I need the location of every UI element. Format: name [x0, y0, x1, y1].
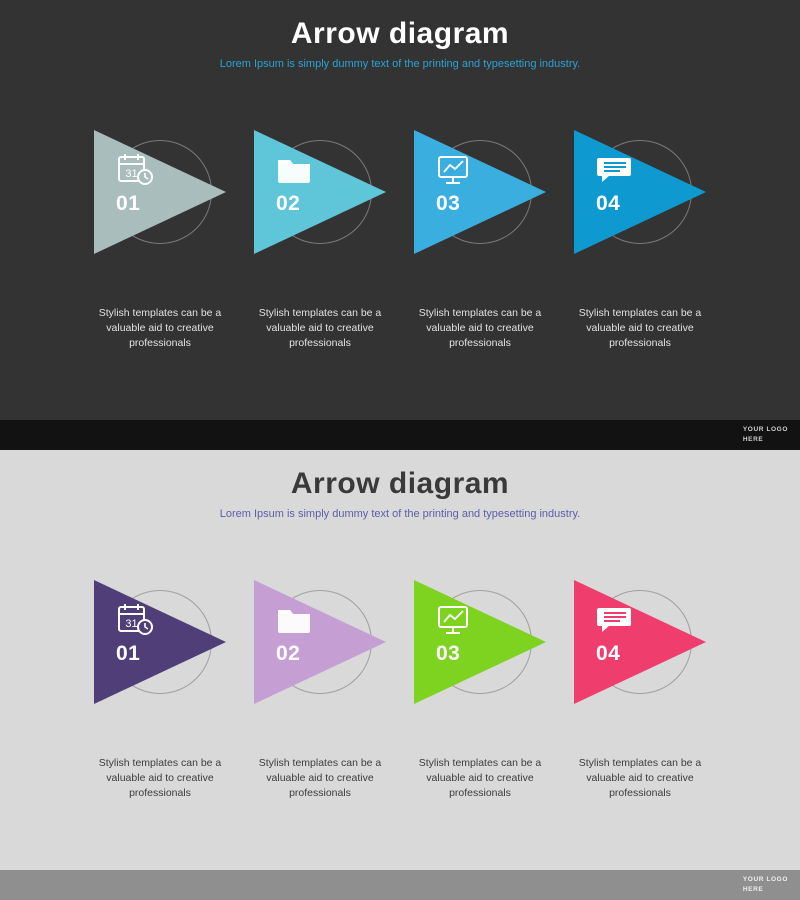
step-number: 03: [436, 642, 461, 665]
arrow-graphic: [400, 580, 560, 740]
step-number: 03: [436, 192, 461, 215]
page-subtitle: Lorem Ipsum is simply dummy text of the printing and typesetting industry.: [219, 508, 581, 520]
arrow-graphic: [560, 580, 720, 740]
page-title: Arrow diagram: [290, 17, 510, 50]
arrow-item-list: [0, 580, 800, 802]
arrow-graphic: [80, 130, 240, 290]
arrow-graphic: [240, 580, 400, 740]
logo-placeholder: [743, 875, 788, 895]
calendar-clock-icon: [116, 152, 156, 188]
arrow-item[interactable]: [400, 580, 560, 802]
arrow-item-list: [0, 130, 800, 352]
arrow-item[interactable]: [560, 580, 720, 802]
svg-text:31: 31: [125, 618, 138, 630]
arrow-item[interactable]: [80, 580, 240, 802]
arrow-item[interactable]: [560, 130, 720, 352]
step-number: 04: [596, 642, 621, 665]
monitor-chart-icon: [436, 602, 476, 638]
item-description: Stylish templates can be a valuable aid to creative professionals: [578, 757, 702, 800]
logo-line-2: HERE: [742, 435, 764, 443]
item-description: Stylish templates can be a valuable aid to creative professionals: [98, 307, 222, 350]
page-title: Arrow diagram: [290, 467, 510, 500]
item-description: Stylish templates can be a valuable aid to creative professionals: [578, 307, 702, 350]
arrow-item[interactable]: [80, 130, 240, 352]
slide-light: [0, 450, 800, 900]
logo-bar: [0, 870, 800, 900]
step-number: 02: [276, 192, 301, 215]
item-description: Stylish templates can be a valuable aid to creative professionals: [98, 757, 222, 800]
step-number: 02: [276, 642, 301, 665]
logo-line-1: YOUR LOGO: [742, 426, 788, 433]
arrow-graphic: [560, 130, 720, 290]
arrow-item[interactable]: [240, 130, 400, 352]
page-subtitle: Lorem Ipsum is simply dummy text of the printing and typesetting industry.: [219, 58, 581, 70]
arrow-item[interactable]: [240, 580, 400, 802]
arrow-graphic: [400, 130, 560, 290]
item-description: Stylish templates can be a valuable aid to creative professionals: [258, 757, 382, 800]
step-number: 04: [596, 192, 621, 215]
logo-placeholder: [743, 425, 788, 445]
item-description: Stylish templates can be a valuable aid to creative professionals: [258, 307, 382, 350]
item-description: Stylish templates can be a valuable aid to creative professionals: [418, 757, 542, 800]
monitor-chart-icon: [436, 152, 476, 188]
logo-bar: [0, 420, 800, 450]
chat-bubble-icon: [596, 602, 636, 638]
calendar-clock-icon: [116, 602, 156, 638]
arrow-graphic: [240, 130, 400, 290]
arrow-graphic: [80, 580, 240, 740]
svg-text:31: 31: [125, 168, 138, 180]
folder-icon: [276, 602, 316, 638]
step-number: 01: [116, 192, 141, 215]
folder-icon: [276, 152, 316, 188]
item-description: Stylish templates can be a valuable aid to creative professionals: [418, 307, 542, 350]
logo-line-2: HERE: [742, 885, 764, 893]
chat-bubble-icon: [596, 152, 636, 188]
logo-line-1: YOUR LOGO: [742, 876, 788, 883]
step-number: 01: [116, 642, 141, 665]
arrow-item[interactable]: [400, 130, 560, 352]
